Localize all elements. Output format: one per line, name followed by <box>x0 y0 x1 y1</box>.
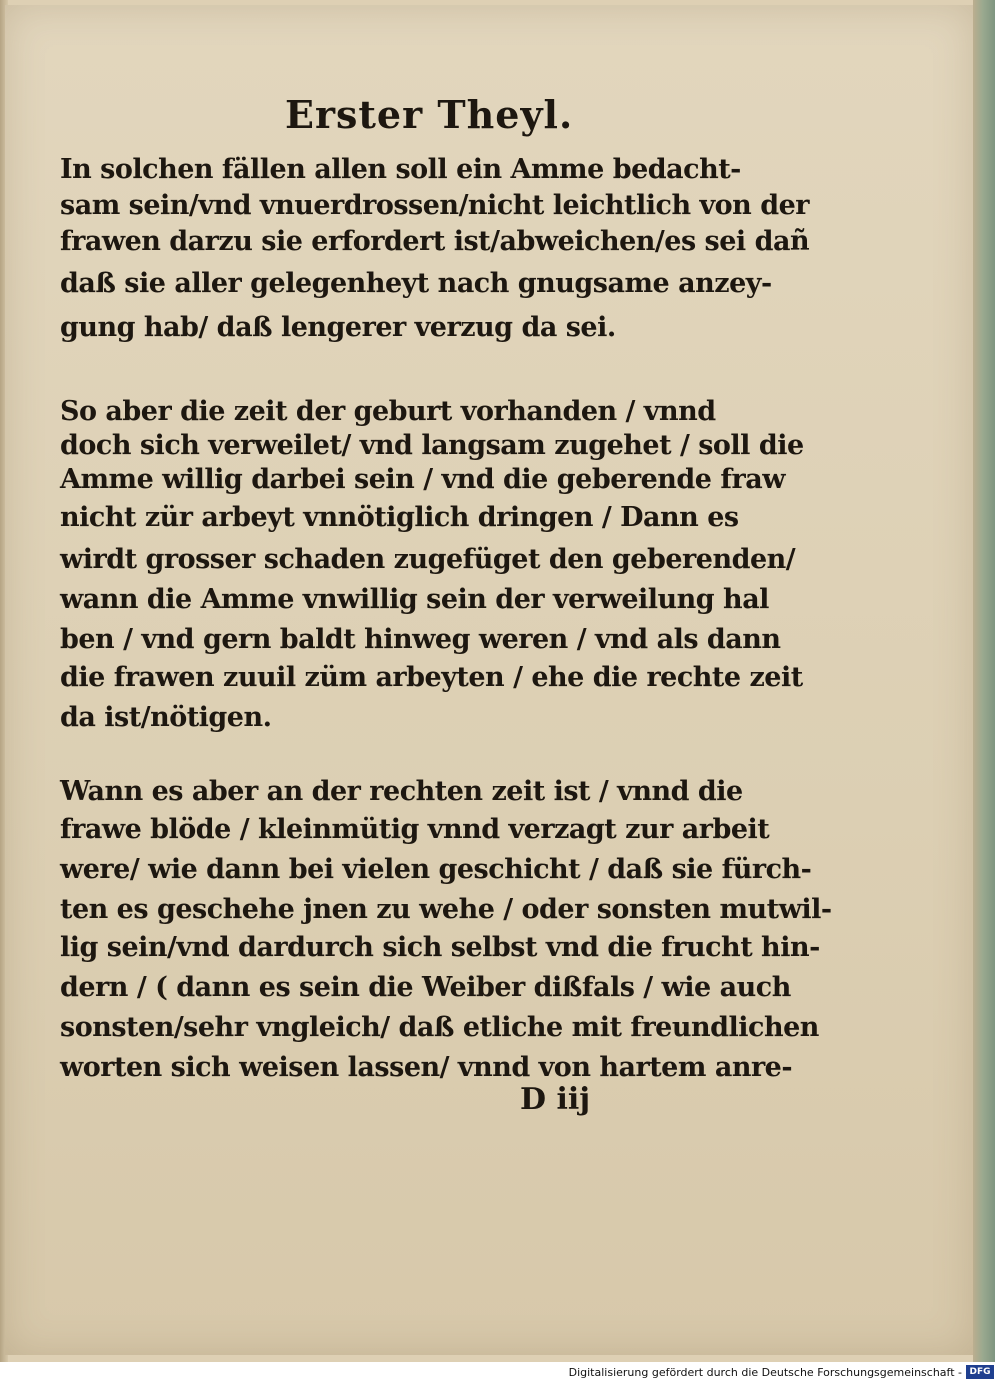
text-line: lig sein/vnd dardurch sich selbst vnd die frucht hin- <box>60 932 820 963</box>
text-line: frawe blöde / kleinmütig vnnd verzagt zur arbeit <box>60 814 770 845</box>
text-line: In solchen fällen allen soll ein Amme bedacht- <box>60 154 741 185</box>
text-line: die frawen zuuil züm arbeyten / ehe die rechte zeit <box>60 662 803 693</box>
dfg-logo-icon: DFG <box>966 1365 994 1379</box>
running-header: Erster Theyl. <box>285 92 574 137</box>
funding-credit: Digitalisierung gefördert durch die Deutsche Forschungsgemeinschaft - <box>568 1366 962 1379</box>
text-line: frawen darzu sie erfordert ist/abweichen/es sei dañ <box>60 226 810 257</box>
text-line: gung hab/ daß lengerer verzug da sei. <box>60 312 616 343</box>
text-line: daß sie aller gelegenheyt nach gnugsame anzey- <box>60 268 772 299</box>
text-line: ben / vnd gern baldt hinweg weren / vnd als dann <box>60 624 781 655</box>
text-line: sam sein/vnd vnuerdrossen/nicht leichtlich von der <box>60 190 809 221</box>
text-line: ten es geschehe jnen zu wehe / oder sonsten mutwil- <box>60 894 832 925</box>
text-line: worten sich weisen lassen/ vnnd von hartem anre- <box>60 1052 793 1083</box>
footer-bar <box>0 1362 1000 1384</box>
text-line: nicht zür arbeyt vnnötiglich dringen / Dann es <box>60 502 739 533</box>
text-line: wann die Amme vnwillig sein der verweilung hal <box>60 584 769 615</box>
text-line: doch sich verweilet/ vnd langsam zugehet / soll die <box>60 430 804 461</box>
text-line: were/ wie dann bei vielen geschicht / daß sie fürch- <box>60 854 812 885</box>
text-line: Amme willig darbei sein / vnd die geberende fraw <box>60 464 785 495</box>
text-line: wirdt grosser schaden zugefüget den geberenden/ <box>60 544 796 575</box>
text-line: dern / ( dann es sein die Weiber dißfals / wie auch <box>60 972 791 1003</box>
book-edge <box>973 0 995 1362</box>
text-line: So aber die zeit der geburt vorhanden / vnnd <box>60 396 716 427</box>
text-line: da ist/nötigen. <box>60 702 272 733</box>
text-line: Wann es aber an der rechten zeit ist / vnnd die <box>60 776 743 807</box>
signature-mark: D iij <box>520 1082 591 1117</box>
text-line: sonsten/sehr vngleich/ daß etliche mit freundlichen <box>60 1012 819 1043</box>
